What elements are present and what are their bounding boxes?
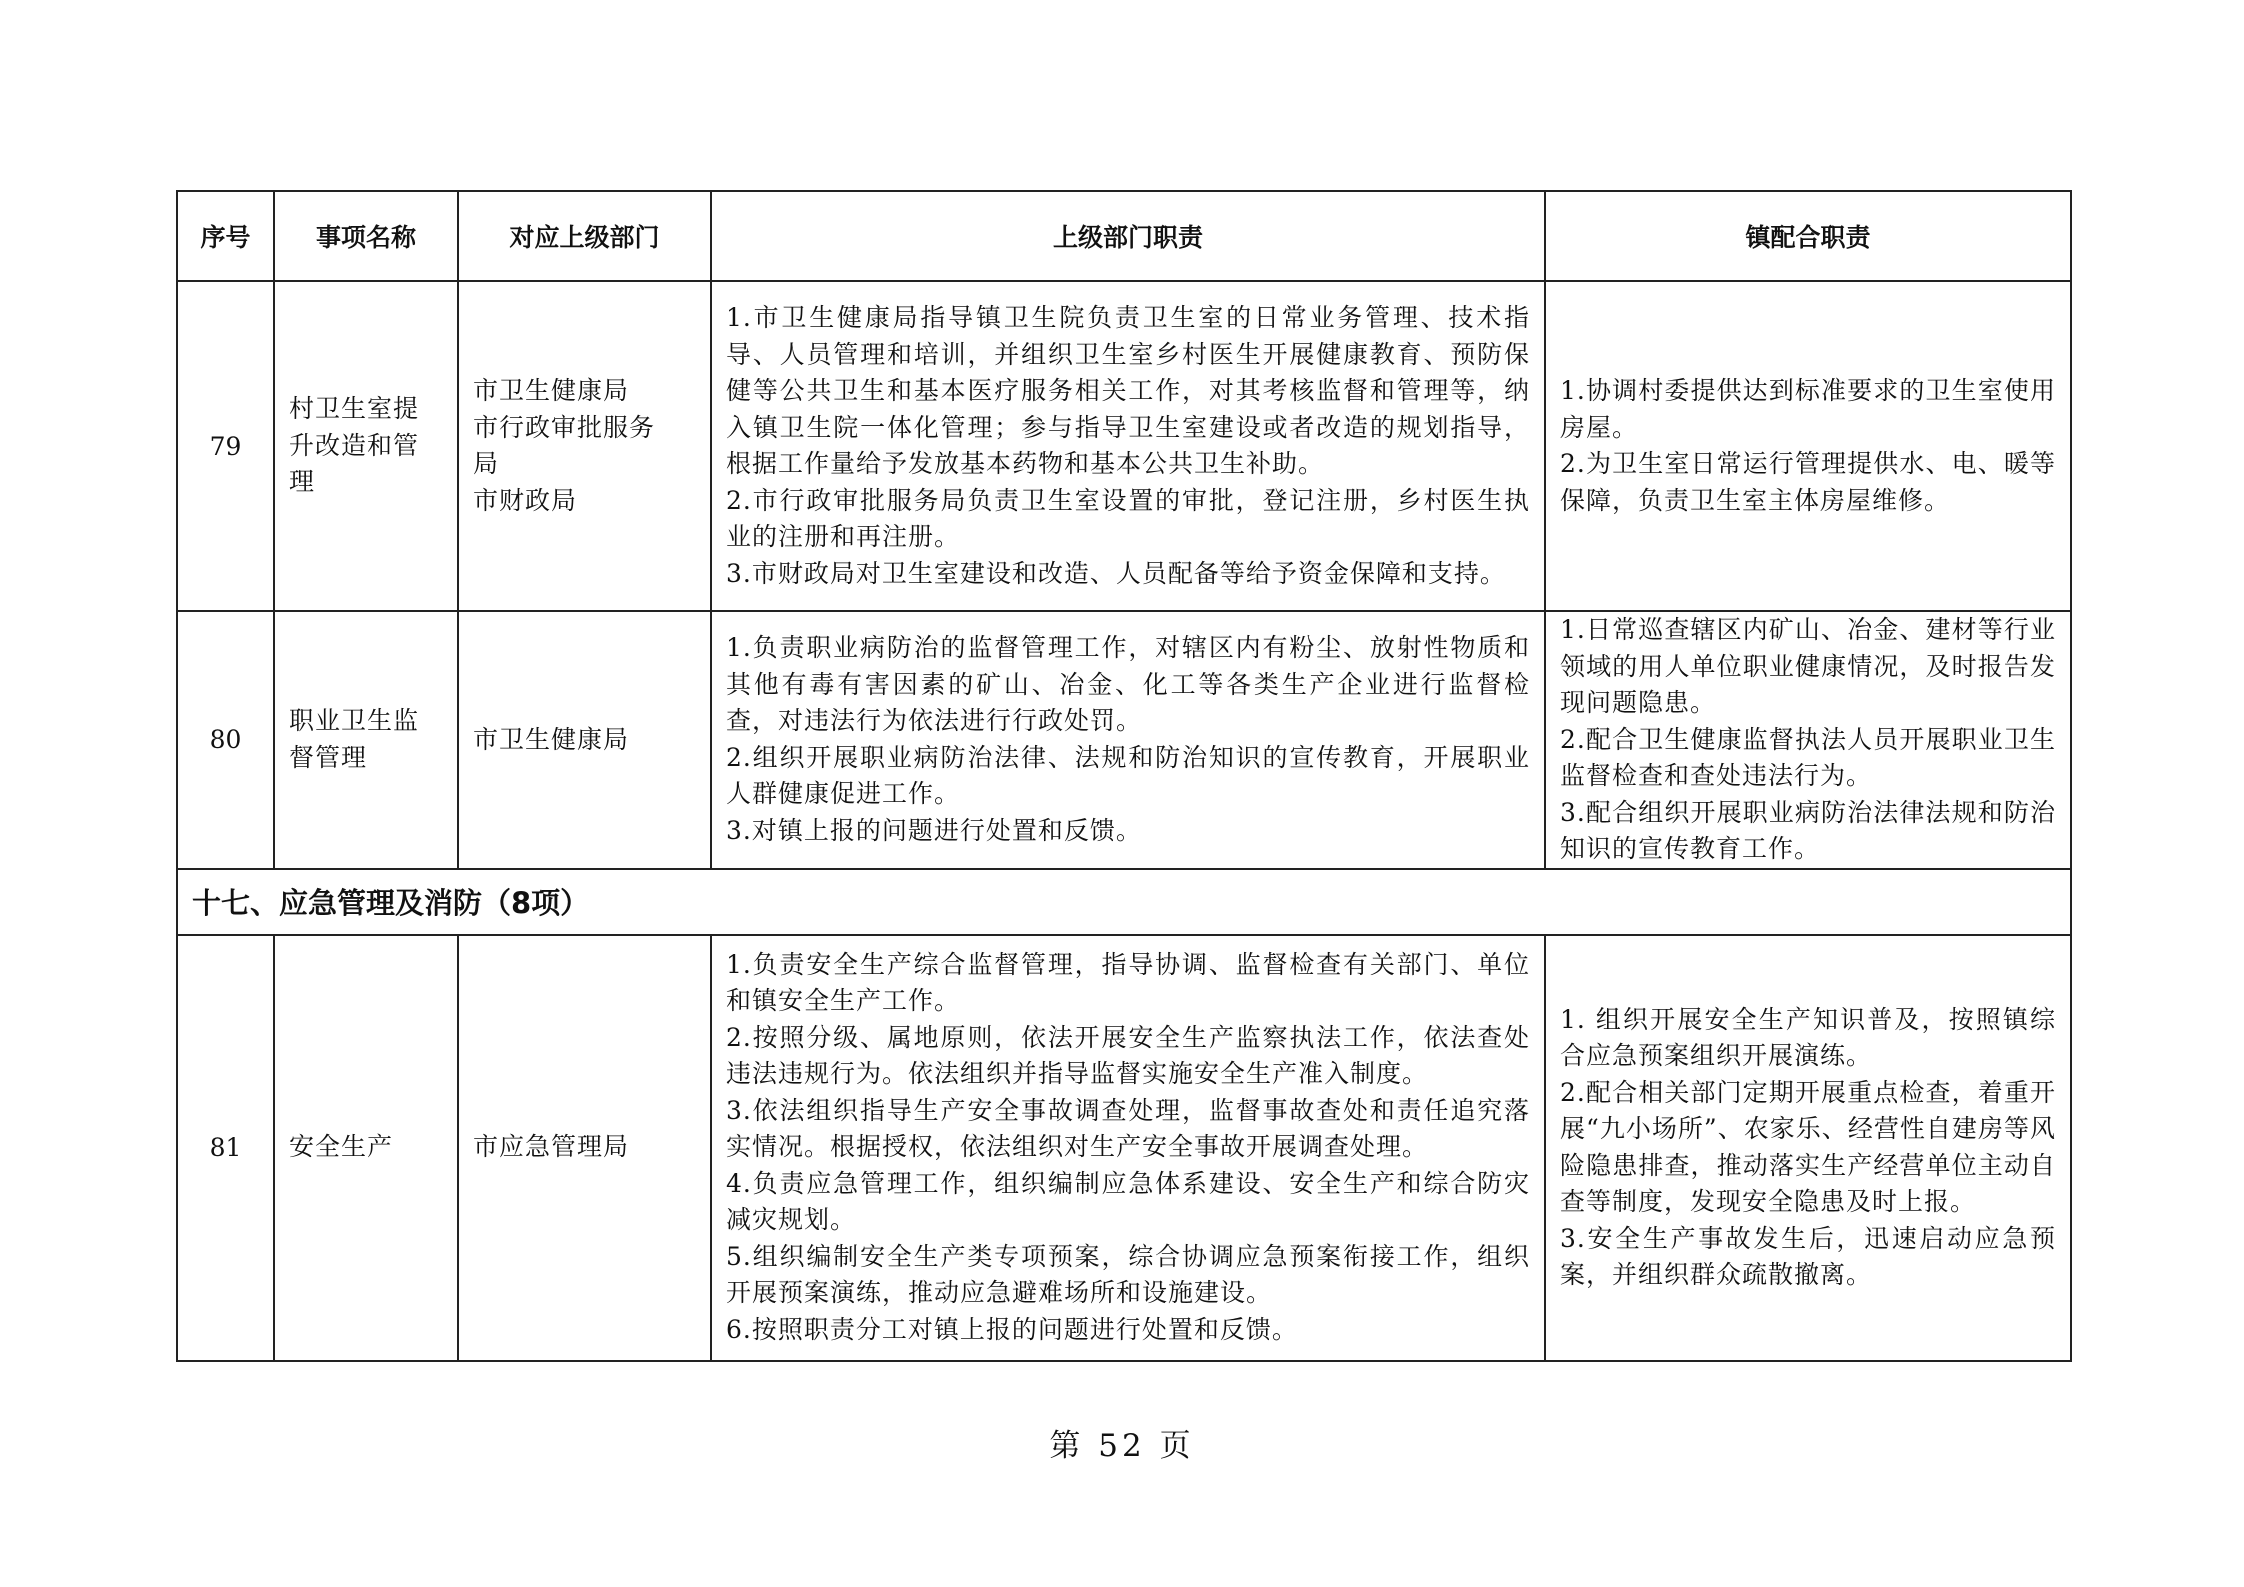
- duty-item: 2.按照分级、属地原则，依法开展安全生产监察执法工作，依法查处违法违规行为。依法组织并指导监督实施安全生产准入制度。: [726, 1022, 1530, 1089]
- duty-item: 3.依法组织指导生产安全事故调查处理，监督事故查处和责任追究落实情况。根据授权，依法组织对生产安全事故开展调查处理。: [726, 1095, 1530, 1162]
- row-number: 81: [177, 935, 274, 1361]
- table-row: [177, 935, 2071, 1361]
- section-heading-row: [177, 869, 2071, 935]
- dept-line: 市行政审批服务: [473, 412, 656, 442]
- town-duty-item: 1.协调村委提供达到标准要求的卫生室使用房屋。: [1560, 376, 2056, 442]
- town-duty-item: 2.配合卫生健康监督执法人员开展职业卫生监督检查和查处违法行为。: [1560, 724, 2056, 790]
- superior-dept: [458, 611, 711, 869]
- dept-line: 市卫生健康局: [473, 724, 630, 754]
- item-name: [274, 611, 458, 869]
- page-number: 第 52 页: [1049, 1428, 1195, 1464]
- town-duty-item: 3.配合组织开展职业病防治法律法规和防治知识的宣传教育工作。: [1560, 797, 2056, 863]
- duty-item: 1.负责安全生产综合监督管理，指导协调、监督检查有关部门、单位和镇安全生产工作。: [726, 949, 1530, 1016]
- duty-item: 1.负责职业病防治的监督管理工作，对辖区内有粉尘、放射性物质和其他有毒有害因素的矿山、冶金、化工等各类生产企业进行监督检查，对违法行为依法进行行政处罚。: [726, 633, 1530, 736]
- town-duty-item: 2.为卫生室日常运行管理提供水、电、暖等保障，负责卫生室主体房屋维修。: [1560, 449, 2056, 515]
- header-town-duties: 镇配合职责: [1545, 191, 2071, 281]
- item-name-line: 理: [289, 467, 316, 497]
- duty-item: 2.市行政审批服务局负责卫生室设置的审批，登记注册，乡村医生执业的注册和再注册。: [726, 485, 1530, 551]
- item-name-line: 职业卫生监: [289, 706, 420, 736]
- section-title: 十七、应急管理及消防（8项）: [177, 869, 2071, 935]
- row-number: 80: [177, 611, 274, 869]
- town-duty-item: 2.配合相关部门定期开展重点检查，着重开展“九小场所”、农家乐、经营性自建房等风险隐患排查，推动落实生产经营单位主动自查等制度，发现安全隐患及时上报。: [1560, 1077, 2056, 1216]
- town-duty-item: 3.安全生产事故发生后，迅速启动应急预案，并组织群众疏散撤离。: [1560, 1223, 2056, 1289]
- header-item-name: 事项名称: [274, 191, 458, 281]
- header-row: [177, 191, 2071, 281]
- item-name-line: 村卫生室提: [289, 394, 420, 424]
- town-duty-item: 1. 组织开展安全生产知识普及，按照镇综合应急预案组织开展演练。: [1560, 1004, 2056, 1070]
- table-row: [177, 611, 2071, 869]
- duty-item: 1.市卫生健康局指导镇卫生院负责卫生室的日常业务管理、技术指导、人员管理和培训，并组织卫生室乡村医生开展健康教育、预防保健等公共卫生和基本医疗服务相关工作，对其考核监督和管理等，纳入镇卫生院一体化管理；参与指导卫生室建设或者改造的规划指导，根据工作量给予发放基本药物和基本公共卫生补助。: [726, 303, 1530, 478]
- superior-dept: [458, 281, 711, 611]
- superior-duties: [711, 935, 1545, 1361]
- dept-line: 市应急管理局: [473, 1132, 630, 1162]
- superior-dept: [458, 935, 711, 1361]
- town-duties: [1545, 611, 2071, 869]
- town-duties: [1545, 281, 2071, 611]
- dept-line: 市卫生健康局: [473, 376, 630, 405]
- duty-item: 6.按照职责分工对镇上报的问题进行处置和反馈。: [726, 1314, 1298, 1344]
- item-name-line: 升改造和管: [289, 430, 420, 460]
- dept-line: 市财政局: [473, 485, 578, 515]
- header-no: 序号: [177, 191, 274, 281]
- header-superior-duties: 上级部门职责: [711, 191, 1545, 281]
- dept-line: 局: [473, 449, 500, 478]
- item-name: [274, 935, 458, 1361]
- item-name: [274, 281, 458, 611]
- responsibility-table: [176, 190, 2072, 1362]
- item-name-line: 安全生产: [289, 1132, 394, 1162]
- duty-item: 2.组织开展职业病防治法律、法规和防治知识的宣传教育，开展职业人群健康促进工作。: [726, 742, 1530, 809]
- table-row: [177, 281, 2071, 611]
- town-duty-item: 1.日常巡查辖区内矿山、冶金、建材等行业领域的用人单位职业健康情况，及时报告发现问题隐患。: [1560, 615, 2056, 717]
- row-number: 79: [177, 281, 274, 611]
- duty-item: 3.市财政局对卫生室建设和改造、人员配备等给予资金保障和支持。: [726, 558, 1506, 588]
- duty-item: 5.组织编制安全生产类专项预案，综合协调应急预案衔接工作，组织开展预案演练，推动应急避难场所和设施建设。: [726, 1241, 1530, 1308]
- header-superior-dept: 对应上级部门: [458, 191, 711, 281]
- superior-duties: [711, 281, 1545, 611]
- duty-item: 4.负责应急管理工作，组织编制应急体系建设、安全生产和综合防灾减灾规划。: [726, 1168, 1530, 1235]
- item-name-line: 督管理: [289, 742, 368, 772]
- superior-duties: [711, 611, 1545, 869]
- duty-item: 3.对镇上报的问题进行处置和反馈。: [726, 815, 1142, 845]
- town-duties: [1545, 935, 2071, 1361]
